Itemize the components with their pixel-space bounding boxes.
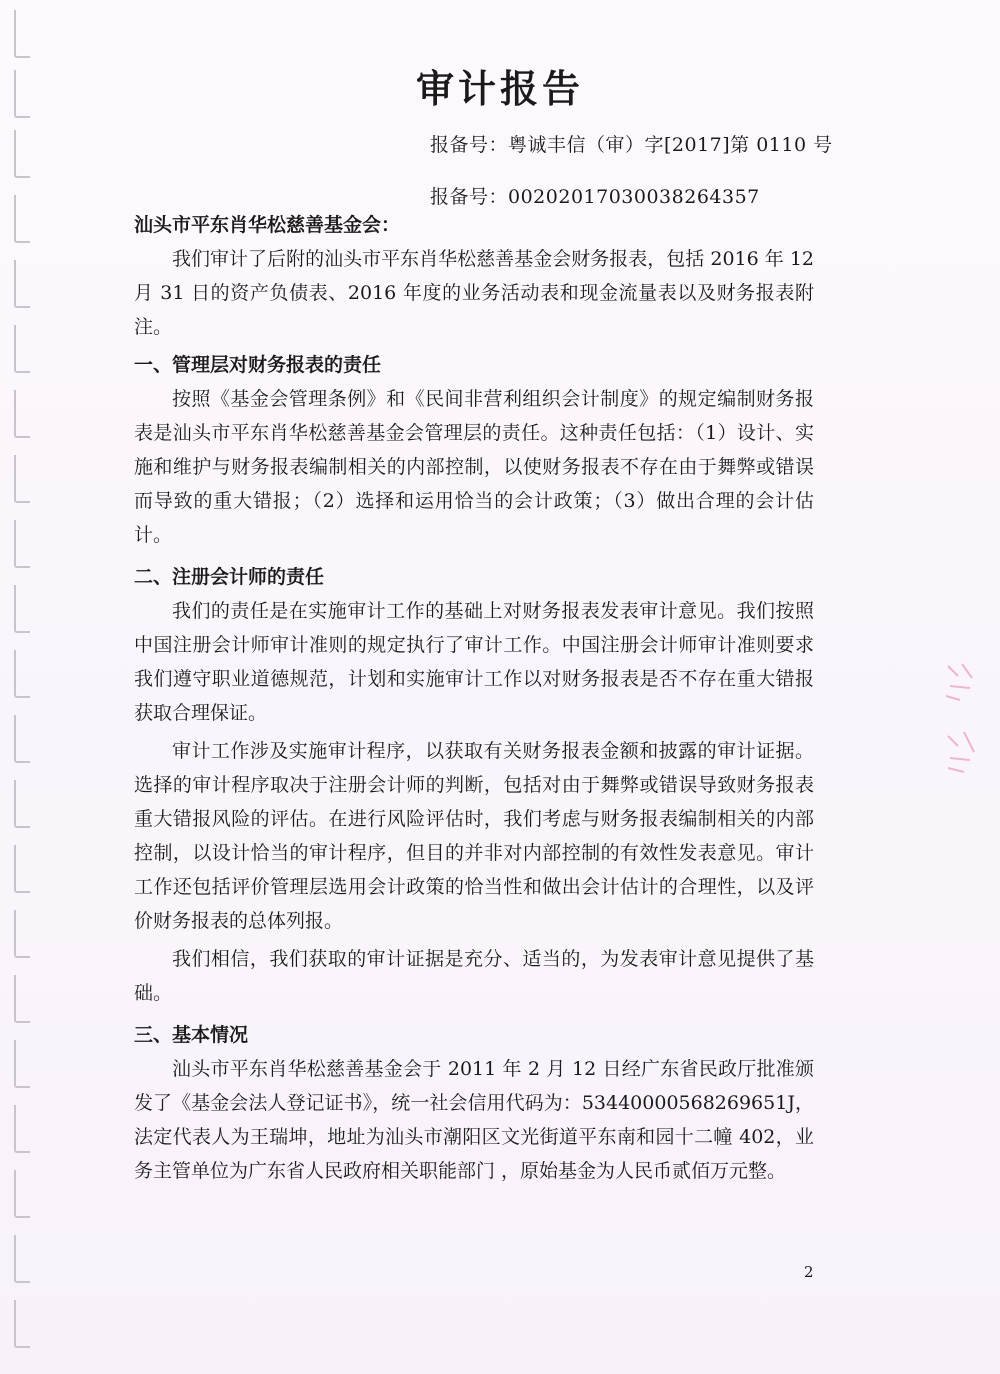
binding-hole (14, 780, 30, 828)
binding-hole (14, 715, 30, 763)
section-heading-basic-info: 三、基本情况 (134, 1024, 249, 1046)
binding-hole (14, 1235, 30, 1283)
binding-hole (14, 10, 30, 58)
management-responsibility-paragraph: 按照《基金会管理条例》和《民间非营利组织会计制度》的规定编制财务报表是汕头市平东肖华松慈善基金会管理层的责任。这种责任包括：（1）设计、实施和维护与财务报表编制相关的内部控制，以使财务报表不存在由于舞弊或错误而导致的重大错报；（2）选择和运用恰当的会计政策；（3）做出合理的会计估计。 (134, 388, 814, 546)
audit-procedures-paragraph: 审计工作涉及实施审计程序，以获取有关财务报表金额和披露的审计证据。选择的审计程序取决于注册会计师的判断，包括对由于舞弊或错误导致财务报表重大错报风险的评估。在进行风险评估时，我们考虑与财务报表编制相关的内部控制，以设计恰当的审计程序，但目的并非对内部控制的有效性发表意见。审计工作还包括评价管理层选用会计政策的恰当性和做出会计估计的合理性，以及评价财务报表的总体列报。 (134, 740, 814, 932)
report-body (134, 208, 814, 1188)
binding-hole (14, 1040, 30, 1088)
binding-hole (14, 455, 30, 503)
binding-hole (14, 195, 30, 243)
binding-hole (14, 260, 30, 308)
binding-hole (14, 975, 30, 1023)
binding-hole (14, 1300, 30, 1348)
filing-number: 报备号：00202017030038264357 (430, 186, 760, 208)
section-heading-management: 一、管理层对财务报表的责任 (134, 354, 382, 376)
binding-holes (14, 0, 38, 1374)
binding-hole (14, 1105, 30, 1153)
binding-hole (14, 585, 30, 633)
page-title: 审计报告 (415, 66, 584, 111)
section-heading-auditor: 二、注册会计师的责任 (134, 566, 325, 588)
intro-paragraph: 我们审计了后附的汕头市平东肖华松慈善基金会财务报表，包括 2016 年 12 月 31 日的资产负债表、2016 年度的业务活动表和现金流量表以及财务报表附注。 (134, 248, 814, 338)
audit-evidence-paragraph: 我们相信，我们获取的审计证据是充分、适当的，为发表审计意见提供了基础。 (134, 948, 814, 1004)
binding-hole (14, 390, 30, 438)
addressee: 汕头市平东肖华松慈善基金会： (134, 214, 401, 236)
binding-hole (14, 1170, 30, 1218)
basic-info-paragraph: 汕头市平东肖华松慈善基金会于 2011 年 2 月 12 日经广东省民政厅批准颁发了《基金会法人登记证书》，统一社会信用代码为：53440000568269651J，法定代表人为王瑞坤，地址为汕头市潮阳区文光街道平东南和园十二幢 402，业务主管单位为广东省人民政府相关职能部门 ，原始基金为人民币贰佰万元整。 (134, 1058, 814, 1182)
page-number: 2 (804, 1263, 814, 1281)
auditor-responsibility-paragraph: 我们的责任是在实施审计工作的基础上对财务报表发表审计意见。我们按照中国注册会计师审计准则的规定执行了审计工作。中国注册会计师审计准则要求我们遵守职业道德规范，计划和实施审计工作以对财务报表是否不存在重大错报获取合理保证。 (134, 600, 814, 724)
binding-hole (14, 910, 30, 958)
binding-hole (14, 845, 30, 893)
seal-fragment (940, 660, 980, 780)
binding-hole (14, 650, 30, 698)
binding-hole (14, 520, 30, 568)
binding-hole (14, 325, 30, 373)
reference-number: 报备号：粤诚丰信（审）字[2017]第 0110 号 (430, 134, 833, 156)
binding-hole (14, 130, 30, 178)
